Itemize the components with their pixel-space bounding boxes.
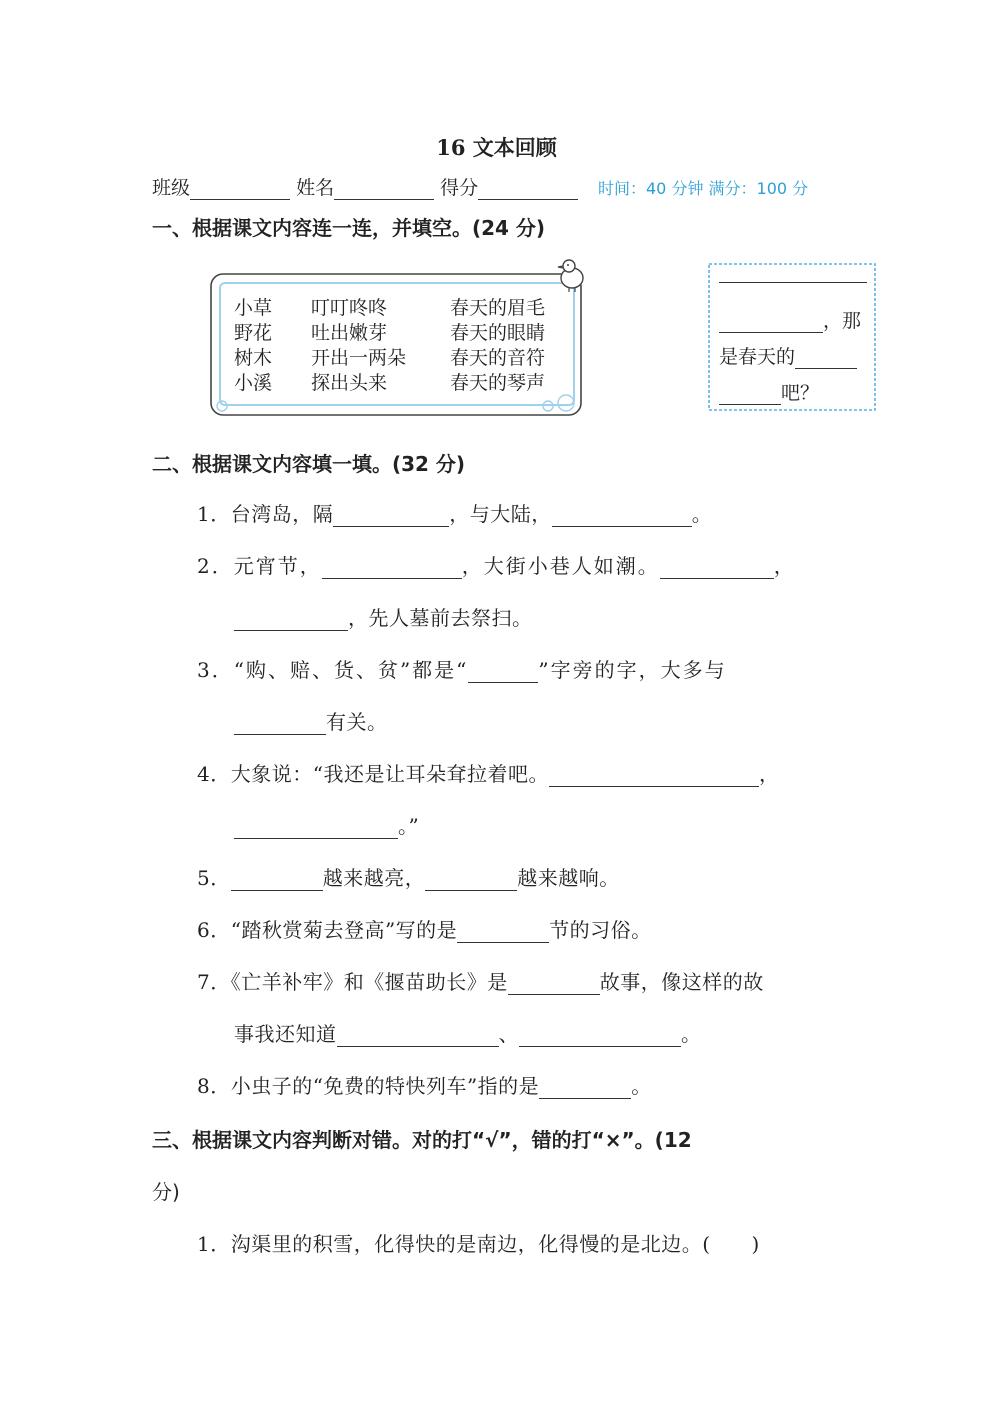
q-text: 台湾岛，隔 — [230, 502, 334, 526]
col3-item-3: 春天的音符 — [450, 347, 546, 369]
exam-meta: 时间：40 分钟 满分：100 分 — [598, 179, 809, 198]
fill-blank[interactable] — [234, 816, 398, 839]
q-text: 。 — [631, 1074, 652, 1098]
class-label: 班级 — [152, 177, 191, 199]
col3-item-4: 春天的琴声 — [450, 372, 546, 394]
section-2-heading: 二、根据课文内容填一填。(32 分) — [152, 452, 466, 476]
q-text: 节的习俗。 — [549, 918, 652, 942]
score-label: 得分 — [440, 177, 479, 199]
fill-blank[interactable] — [231, 868, 323, 891]
q-number: 2． — [197, 554, 234, 578]
question-2-7-cont — [234, 1018, 702, 1047]
question-2-8 — [197, 1070, 652, 1099]
q-text: ”字旁的字，大多与 — [538, 658, 727, 682]
side-line-4-text: 吧？ — [781, 382, 820, 404]
question-2-2-cont — [234, 602, 533, 631]
section-3-heading: 三、根据课文内容判断对错。对的打“√”，错的打“×”。(12 — [152, 1128, 692, 1152]
q-text: 《亡羊补牢》和《揠苗助长》是 — [230, 970, 508, 994]
q-number: 5． — [197, 866, 231, 890]
q-text: ，先人墓前去祭扫。 — [348, 606, 533, 630]
fill-blank[interactable] — [539, 1076, 631, 1099]
name-label: 姓名 — [296, 177, 335, 199]
fill-blank[interactable] — [468, 660, 538, 683]
side-blank-3[interactable] — [795, 347, 857, 369]
q-number: 4． — [197, 762, 231, 786]
fill-blank[interactable] — [519, 1024, 681, 1047]
question-2-6 — [197, 914, 652, 943]
q-text: 。 — [681, 1022, 702, 1046]
fill-blank[interactable] — [508, 972, 600, 995]
question-2-4 — [197, 758, 779, 787]
col1-item-2: 野花 — [234, 322, 273, 344]
question-2-7 — [197, 966, 764, 995]
fill-blank[interactable] — [333, 504, 449, 527]
question-2-1 — [197, 498, 712, 527]
bird-icon — [555, 257, 589, 293]
col1-item-4: 小溪 — [234, 372, 273, 394]
fill-blank[interactable] — [234, 608, 348, 631]
q-text[interactable]: 沟渠里的积雪，化得快的是南边，化得慢的是北边。( ) — [230, 1232, 760, 1256]
side-blank-1[interactable] — [719, 282, 867, 283]
q-text: “踏秋赏菊去登高”写的是 — [230, 918, 458, 942]
side-line-2 — [719, 306, 861, 333]
class-blank[interactable] — [190, 178, 290, 200]
fill-blank[interactable] — [660, 556, 774, 579]
col1-item-1: 小草 — [234, 297, 273, 319]
fill-blank[interactable] — [234, 712, 326, 735]
q-text: 越来越响。 — [517, 866, 620, 890]
q-text: 大象说：“我还是让耳朵耷拉着吧。 — [230, 762, 549, 786]
side-line-3-text: 是春天的 — [719, 346, 796, 368]
col3-item-2: 春天的眼睛 — [450, 322, 546, 344]
q-number: 1． — [197, 502, 231, 526]
side-fill-box — [707, 262, 877, 412]
q-number: 7． — [197, 970, 231, 994]
q-text: 元宵节， — [233, 554, 322, 578]
side-blank-4[interactable] — [719, 383, 781, 405]
q-text: ， — [758, 762, 780, 786]
q-text: 有关。 — [326, 710, 388, 734]
fill-blank[interactable] — [457, 920, 549, 943]
question-2-3-cont — [234, 706, 388, 735]
header-info — [152, 173, 578, 200]
fill-blank[interactable] — [337, 1024, 499, 1047]
section-3-heading-cont: 分) — [152, 1180, 180, 1204]
page-title: 16 文本回顾 — [436, 135, 557, 160]
side-line-2-text: ，那 — [823, 310, 862, 332]
q-number: 3． — [197, 658, 234, 682]
question-2-4-cont — [234, 810, 419, 839]
q-text: 。 — [691, 502, 713, 526]
fill-blank[interactable] — [425, 868, 517, 891]
col3-item-1: 春天的眉毛 — [450, 297, 546, 319]
q-text: 事我还知道 — [234, 1022, 337, 1046]
side-line-4 — [719, 378, 819, 405]
name-blank[interactable] — [334, 178, 434, 200]
q-text: “购、赔、货、贫”都是“ — [233, 658, 469, 682]
q-number: 1． — [197, 1232, 231, 1256]
col2-item-4: 探出头来 — [311, 372, 388, 394]
question-2-3 — [197, 654, 727, 683]
col1-item-3: 树木 — [234, 347, 273, 369]
side-line-3 — [719, 342, 857, 369]
q-text: 越来越亮， — [322, 866, 426, 890]
q-text: ， — [773, 554, 796, 578]
q-text: 、 — [498, 1022, 519, 1046]
q-text: 故事，像这样的故 — [599, 970, 764, 994]
fill-blank[interactable] — [322, 556, 462, 579]
score-blank[interactable] — [478, 178, 578, 200]
side-blank-2[interactable] — [719, 311, 823, 333]
q-text: 。” — [398, 814, 420, 838]
q-number: 8． — [197, 1074, 231, 1098]
section-1-heading: 一、根据课文内容连一连，并填空。(24 分) — [152, 216, 546, 240]
col2-item-3: 开出一两朵 — [311, 347, 407, 369]
q-number: 6． — [197, 918, 231, 942]
q-text: ，与大陆， — [449, 502, 552, 526]
fill-blank[interactable] — [552, 504, 692, 527]
q-text: 小虫子的“免费的特快列车”指的是 — [230, 1074, 540, 1098]
question-2-5 — [197, 862, 620, 891]
col2-item-2: 吐出嫩芽 — [311, 322, 388, 344]
col2-item-1: 叮叮咚咚 — [311, 297, 388, 319]
question-2-2 — [197, 550, 796, 579]
q-text: ，大街小巷人如潮。 — [461, 554, 660, 578]
fill-blank[interactable] — [549, 764, 759, 787]
question-3-1 — [197, 1228, 760, 1257]
